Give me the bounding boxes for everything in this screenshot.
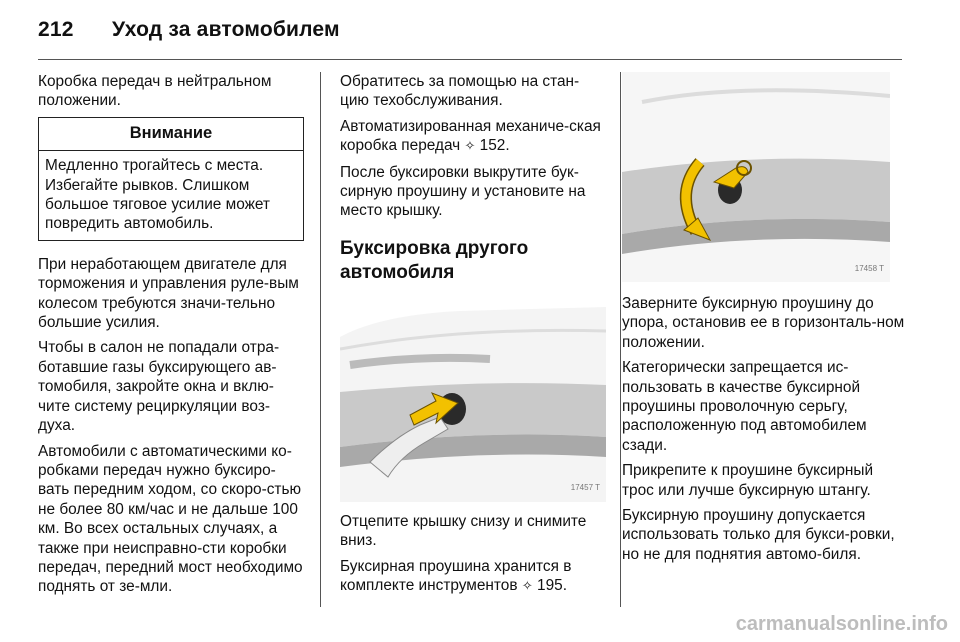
column-1 [38,72,304,603]
page-ref-icon: ✧ [464,139,476,155]
warning-body: Медленно трогайтесь с места. Избегайте рывков. Слишком большое тяговое усилие может повредить автомобиль. [45,157,270,233]
column-divider-2 [620,72,621,607]
watermark: carmanualsonline.info [735,613,948,635]
figure-code: 17457 T [570,483,600,493]
page-title: Уход за автомобилем [112,18,340,41]
page-header [38,18,340,42]
page-ref-icon: ✧ [521,579,533,595]
column-2 [340,72,606,602]
cover-removal-illustration [340,297,606,502]
paragraph-usage-limit: Буксирную проушину допускается использовать только для букси-ровки, но не для поднятия автомо-биля. [622,507,895,563]
figure-cover-removal [340,297,606,502]
intro-paragraph: Коробка передач в нейтральном положении. [38,73,272,110]
section-title: Буксировка другого автомобиля [340,237,529,283]
tools-page-ref[interactable]: 195. [537,577,567,595]
paragraph-automatic: Автомобили с автоматическими ко-робками передач нужно буксиро-вать передним ходом, со скоро-стью не более 80 км/час и не дальше 100 км. Во всех остальных случаях, а также при неисправно-сти коробки передач, передний мост необходимо поднять от зе-мли. [38,442,303,596]
paragraph-screw-in: Заверните буксирную проушину до упора, остановив ее в горизонталь-ном положении. [622,295,905,351]
page-number: 212 [38,18,74,41]
figure-screw-eye [622,72,890,282]
paragraph-attach-rope: Прикрепите к проушине буксирный трос или лучше буксирную штангу. [622,462,874,499]
paragraph-service: Обратитесь за помощью на стан-цию техобслуживания. [340,73,580,110]
column-divider-1 [320,72,321,607]
eye-storage-text: Буксирная проушина хранится в комплекте инструментов [340,557,572,595]
warning-title: Внимание [39,118,303,151]
gearbox-page-ref[interactable]: 152. [479,137,510,155]
paragraph-after-towing: После буксировки выкрутите бук-сирную проушину и установите на место крышку. [340,163,586,220]
paragraph-gearbox-ref [340,117,606,157]
figure-code: 17458 T [854,263,884,273]
warning-box [38,117,304,241]
gearbox-text: Автоматизированная механиче-ская коробка передач [340,117,601,155]
paragraph-prohibition: Категорически запрещается ис-пользовать в качестве буксирной проушины проволочную серьгу, расположенную под автомобилем сзади. [622,359,867,454]
paragraph-remove-cover: Отцепите крышку снизу и снимите вниз. [340,512,587,550]
paragraph-steering: При неработающем двигателе для торможения и управления руле-вым колесом требуются значи-тельно большие усилия. [38,255,299,332]
header-rule [38,59,902,60]
paragraph-eye-storage [340,557,606,597]
column-3 [622,72,907,570]
paragraph-exhaust: Чтобы в салон не попадали отра-ботавшие газы буксирующего ав-томобиля, закройте окна и вклю-чите систему рециркуляции воз-духа. [38,339,280,435]
screw-eye-illustration [622,72,890,282]
